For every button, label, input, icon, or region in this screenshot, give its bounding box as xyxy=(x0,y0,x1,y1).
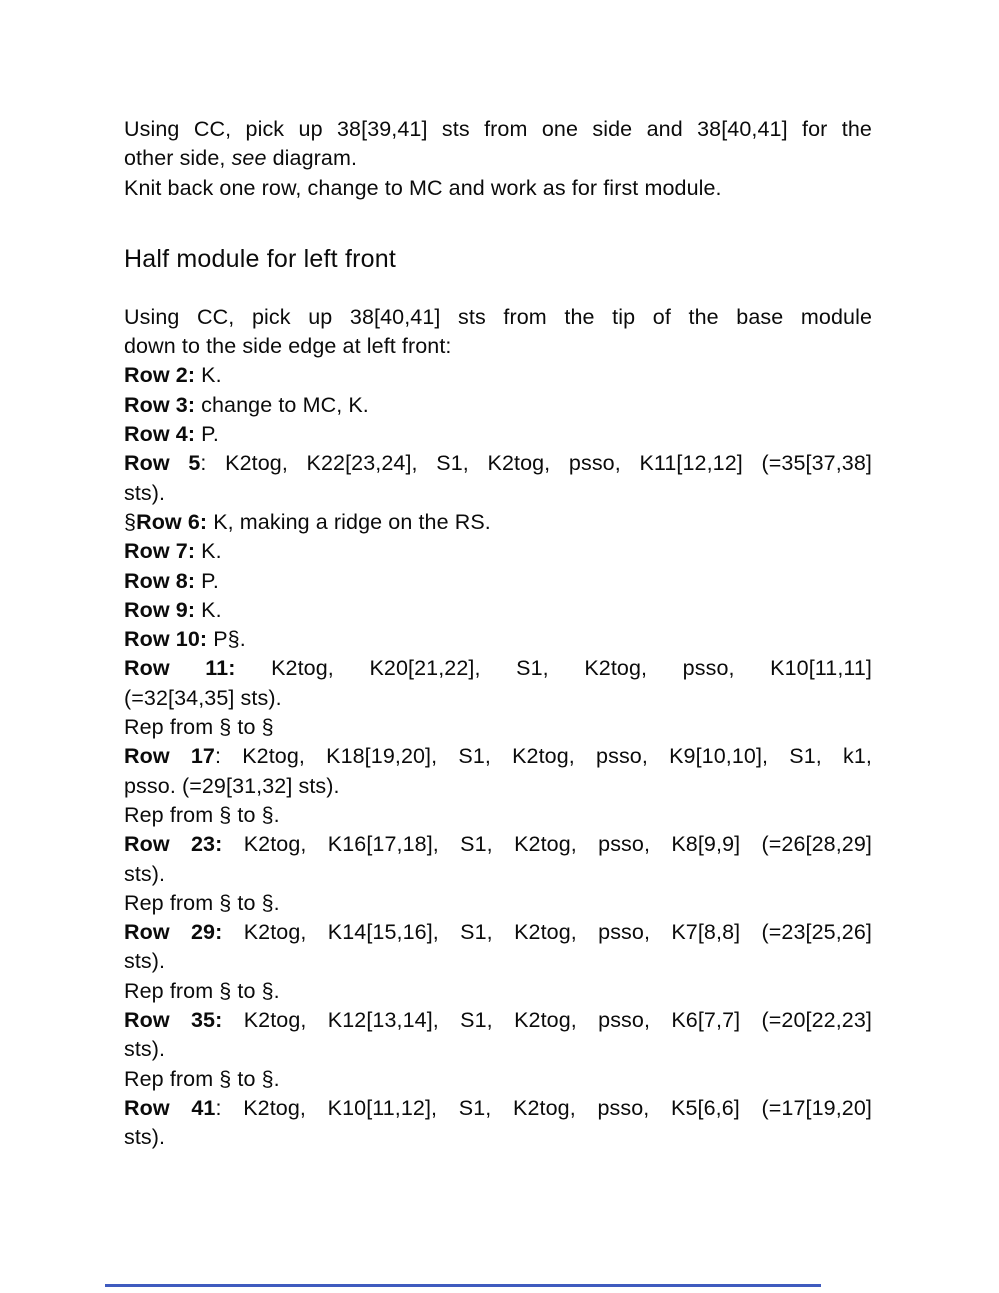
text-segment: Row 9: xyxy=(124,597,196,622)
text-segment: : K2tog, K18[19,20], S1, K2tog, psso, K9[10,10], S1, k1, xyxy=(214,744,872,769)
text-line xyxy=(124,889,872,918)
text-line xyxy=(124,596,872,625)
text-line xyxy=(124,174,872,203)
text-line xyxy=(124,391,872,420)
text-line xyxy=(124,537,872,566)
text-line xyxy=(124,713,872,742)
text-segment: § xyxy=(124,509,137,534)
text-segment: K. xyxy=(195,597,222,622)
text-line xyxy=(124,742,872,771)
text-segment: Row 5 xyxy=(124,451,201,476)
text-line xyxy=(124,332,872,361)
text-segment: Row 10: xyxy=(124,627,208,652)
text-segment: Row 41 xyxy=(124,1095,216,1120)
text-line xyxy=(124,830,872,859)
text-line xyxy=(124,1065,872,1094)
text-segment: sts). xyxy=(124,480,166,505)
text-segment: : K2tog, K22[23,24], S1, K2tog, psso, K11[12,12] (=35[37,38] xyxy=(200,451,872,476)
text-line xyxy=(124,684,872,713)
text-segment: Row 11: xyxy=(124,656,236,681)
text-segment: sts). xyxy=(124,1125,166,1150)
text-line xyxy=(124,303,872,332)
pattern-instructions xyxy=(124,303,872,1153)
text-segment: Row 17 xyxy=(124,744,215,769)
text-segment: Row 8: xyxy=(124,568,196,593)
text-line xyxy=(124,1035,872,1064)
text-segment: sts). xyxy=(124,949,166,974)
text-segment: diagram. xyxy=(266,146,358,171)
text-segment: (=32[34,35] sts). xyxy=(124,685,282,710)
text-segment: Rep from § to §. xyxy=(124,890,280,915)
text-line xyxy=(124,1006,872,1035)
text-segment: Row 4: xyxy=(124,422,196,447)
text-line xyxy=(124,144,872,173)
text-segment: K. xyxy=(195,539,222,564)
text-segment: Row 2: xyxy=(124,363,196,388)
text-segment: K, making a ridge on the RS. xyxy=(207,509,491,534)
text-segment: Row 6: xyxy=(136,509,208,534)
text-segment: Using CC, pick up 38[39,41] sts from one side and 38[40,41] for the xyxy=(124,117,872,141)
text-line xyxy=(124,860,872,889)
text-segment: Row 29: xyxy=(124,920,223,945)
bottom-accent-line xyxy=(105,1284,821,1287)
text-line xyxy=(124,947,872,976)
text-segment: K. xyxy=(195,363,222,388)
text-segment: other side, xyxy=(124,146,232,171)
text-line xyxy=(124,1094,872,1123)
text-line xyxy=(124,918,872,947)
text-segment: Rep from § to §. xyxy=(124,978,280,1003)
text-line xyxy=(124,508,872,537)
text-segment: Rep from § to §. xyxy=(124,802,280,827)
text-segment: psso. (=29[31,32] sts). xyxy=(124,773,340,798)
text-segment: Row 23: xyxy=(124,832,223,857)
text-segment: sts). xyxy=(124,1037,166,1062)
text-segment: down to the side edge at left front: xyxy=(124,334,452,359)
text-segment: change to MC, K. xyxy=(195,392,369,417)
text-segment: K2tog, K12[13,14], S1, K2tog, psso, K6[7,7] (=20[22,23] xyxy=(222,1008,872,1033)
text-segment: P. xyxy=(195,422,219,447)
intro-paragraph xyxy=(124,115,872,203)
text-segment: K2tog, K16[17,18], S1, K2tog, psso, K8[9,9] (=26[28,29] xyxy=(222,832,872,857)
text-segment: Knit back one row, change to MC and work as for first module. xyxy=(124,175,722,200)
text-segment: Rep from § to § xyxy=(124,715,274,740)
text-line xyxy=(124,420,872,449)
text-segment: Row 7: xyxy=(124,539,196,564)
text-line xyxy=(124,801,872,830)
text-segment: sts). xyxy=(124,861,166,886)
text-line xyxy=(124,567,872,596)
text-segment: P§. xyxy=(207,627,246,652)
text-line xyxy=(124,772,872,801)
text-segment: : K2tog, K10[11,12], S1, K2tog, psso, K5[6,6] (=17[19,20] xyxy=(215,1095,872,1120)
section-heading: Half module for left front xyxy=(124,244,396,273)
text-segment: P. xyxy=(195,568,219,593)
text-segment: K2tog, K20[21,22], S1, K2tog, psso, K10[11,11] xyxy=(235,656,872,681)
text-line xyxy=(124,115,872,144)
document-text-block xyxy=(124,0,872,1153)
text-line xyxy=(124,449,872,478)
text-segment: see xyxy=(231,146,267,171)
text-line xyxy=(124,977,872,1006)
text-segment: Row 35: xyxy=(124,1008,223,1033)
text-segment: Using CC, pick up 38[40,41] sts from the tip of the base module xyxy=(124,304,872,329)
text-line xyxy=(124,1123,872,1152)
text-segment: Rep from § to §. xyxy=(124,1066,280,1091)
text-line xyxy=(124,654,872,683)
text-line xyxy=(124,361,872,390)
text-segment: K2tog, K14[15,16], S1, K2tog, psso, K7[8,8] (=23[25,26] xyxy=(222,920,872,945)
text-segment: Row 3: xyxy=(124,392,196,417)
text-line xyxy=(124,625,872,654)
text-line xyxy=(124,479,872,508)
